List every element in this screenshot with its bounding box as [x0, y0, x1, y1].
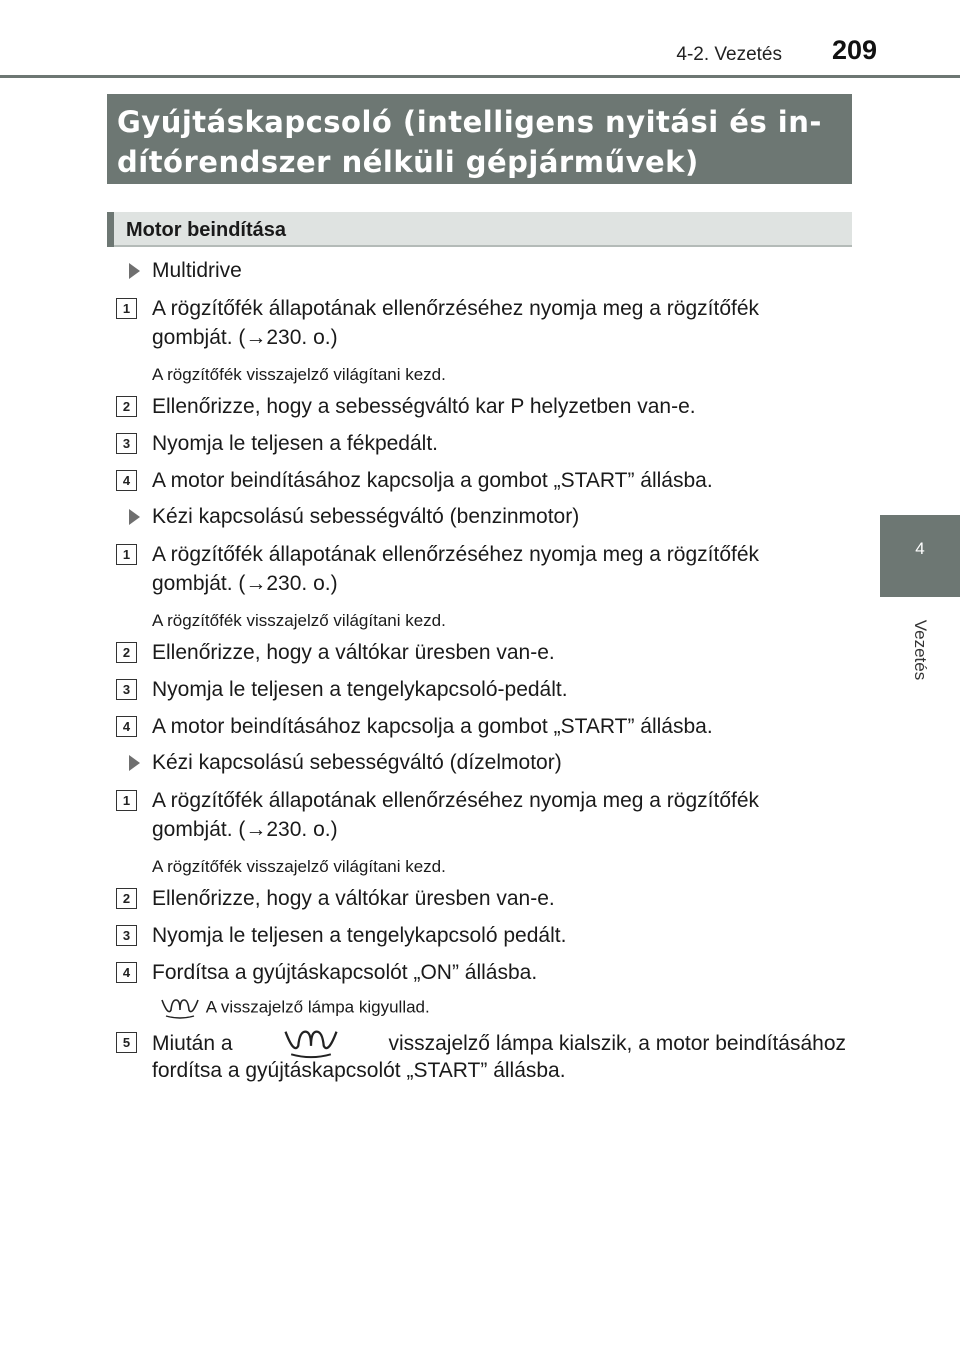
- step-text: A rögzítőfék állapotának ellenőrzéséhez nyomja meg a rögzítőfék: [152, 297, 760, 320]
- step-text: Nyomja le teljesen a tengelykapcsoló pedált.: [152, 924, 567, 947]
- step-text: [152, 1026, 846, 1060]
- step-text: Fordítsa a gyújtáskapcsolót „ON” állásba.: [152, 961, 538, 984]
- chapter-label: Vezetés: [911, 619, 930, 681]
- step-note: A rögzítőfék visszajelző világítani kezd.: [152, 857, 446, 876]
- section-heading-bar: [107, 212, 114, 247]
- triangle-bullet-icon: [129, 263, 140, 279]
- step-note: A rögzítőfék visszajelző világítani kezd.: [152, 365, 446, 384]
- step-text-after: visszajelző lámpa kialszik, a motor beindításához: [388, 1031, 846, 1055]
- step-note: A rögzítőfék visszajelző világítani kezd.: [152, 611, 446, 630]
- step-number: 4: [116, 962, 137, 983]
- section-heading-text: Motor beindítása: [126, 219, 287, 241]
- group-heading: Kézi kapcsolású sebességváltó (benzinmotor): [152, 505, 580, 528]
- step-text: Nyomja le teljesen a fékpedált.: [152, 432, 438, 455]
- step-number: 3: [116, 925, 137, 946]
- step-text-cont: gombját. (→230. o.): [152, 326, 338, 349]
- step-number: 3: [116, 679, 137, 700]
- step-text: A rögzítőfék állapotának ellenőrzéséhez nyomja meg a rögzítőfék: [152, 789, 760, 812]
- triangle-bullet-icon: [129, 755, 140, 771]
- chapter-number: 4: [915, 539, 925, 558]
- page-title-line2: dítórendszer nélküli gépjárművek): [117, 145, 699, 179]
- group-heading: Kézi kapcsolású sebességváltó (dízelmotor): [152, 751, 562, 774]
- step-number: 1: [116, 544, 137, 565]
- header-rule: [0, 75, 960, 78]
- step-text-cont: fordítsa a gyújtáskapcsolót „START” állásba.: [152, 1059, 566, 1082]
- step-text: A rögzítőfék állapotának ellenőrzéséhez nyomja meg a rögzítőfék: [152, 543, 760, 566]
- step-number: 1: [116, 298, 137, 319]
- step-number: 5: [116, 1032, 137, 1053]
- step-text-cont: gombját. (→230. o.): [152, 572, 338, 595]
- step-text: Ellenőrizze, hogy a váltókar üresben van-e.: [152, 641, 555, 664]
- chapter-tab: [880, 515, 960, 597]
- step-text: Ellenőrizze, hogy a sebességváltó kar P helyzetben van-e.: [152, 395, 696, 418]
- step-text: A motor beindításához kapcsolja a gombot „START” állásba.: [152, 469, 713, 492]
- step-number: 4: [116, 470, 137, 491]
- section-heading: [107, 212, 852, 247]
- step-text: Nyomja le teljesen a tengelykapcsoló-pedált.: [152, 678, 568, 701]
- page-number: 209: [832, 35, 878, 65]
- step-number: 3: [116, 433, 137, 454]
- step-text-before: Miután a: [152, 1031, 233, 1055]
- step-number: 4: [116, 716, 137, 737]
- step-number: 2: [116, 396, 137, 417]
- group-heading: Multidrive: [152, 259, 242, 282]
- step-text-cont: gombját. (→230. o.): [152, 818, 338, 841]
- glow-plug-indicator-icon: [279, 1026, 343, 1060]
- page-title-line1: Gyújtáskapcsoló (intelligens nyitási és in-: [117, 105, 822, 139]
- step-text: Ellenőrizze, hogy a váltókar üresben van-e.: [152, 887, 555, 910]
- triangle-bullet-icon: [129, 509, 140, 525]
- step-note: [158, 996, 848, 1020]
- step-number: 1: [116, 790, 137, 811]
- page-title: [107, 94, 852, 184]
- header-section: 4-2. Vezetés: [676, 44, 782, 65]
- step-note-text: A visszajelző lámpa kigyullad.: [205, 997, 430, 1017]
- step-number: 2: [116, 642, 137, 663]
- step-number: 2: [116, 888, 137, 909]
- glow-plug-indicator-icon: [158, 996, 202, 1020]
- step-text: A motor beindításához kapcsolja a gombot „START” állásba.: [152, 715, 713, 738]
